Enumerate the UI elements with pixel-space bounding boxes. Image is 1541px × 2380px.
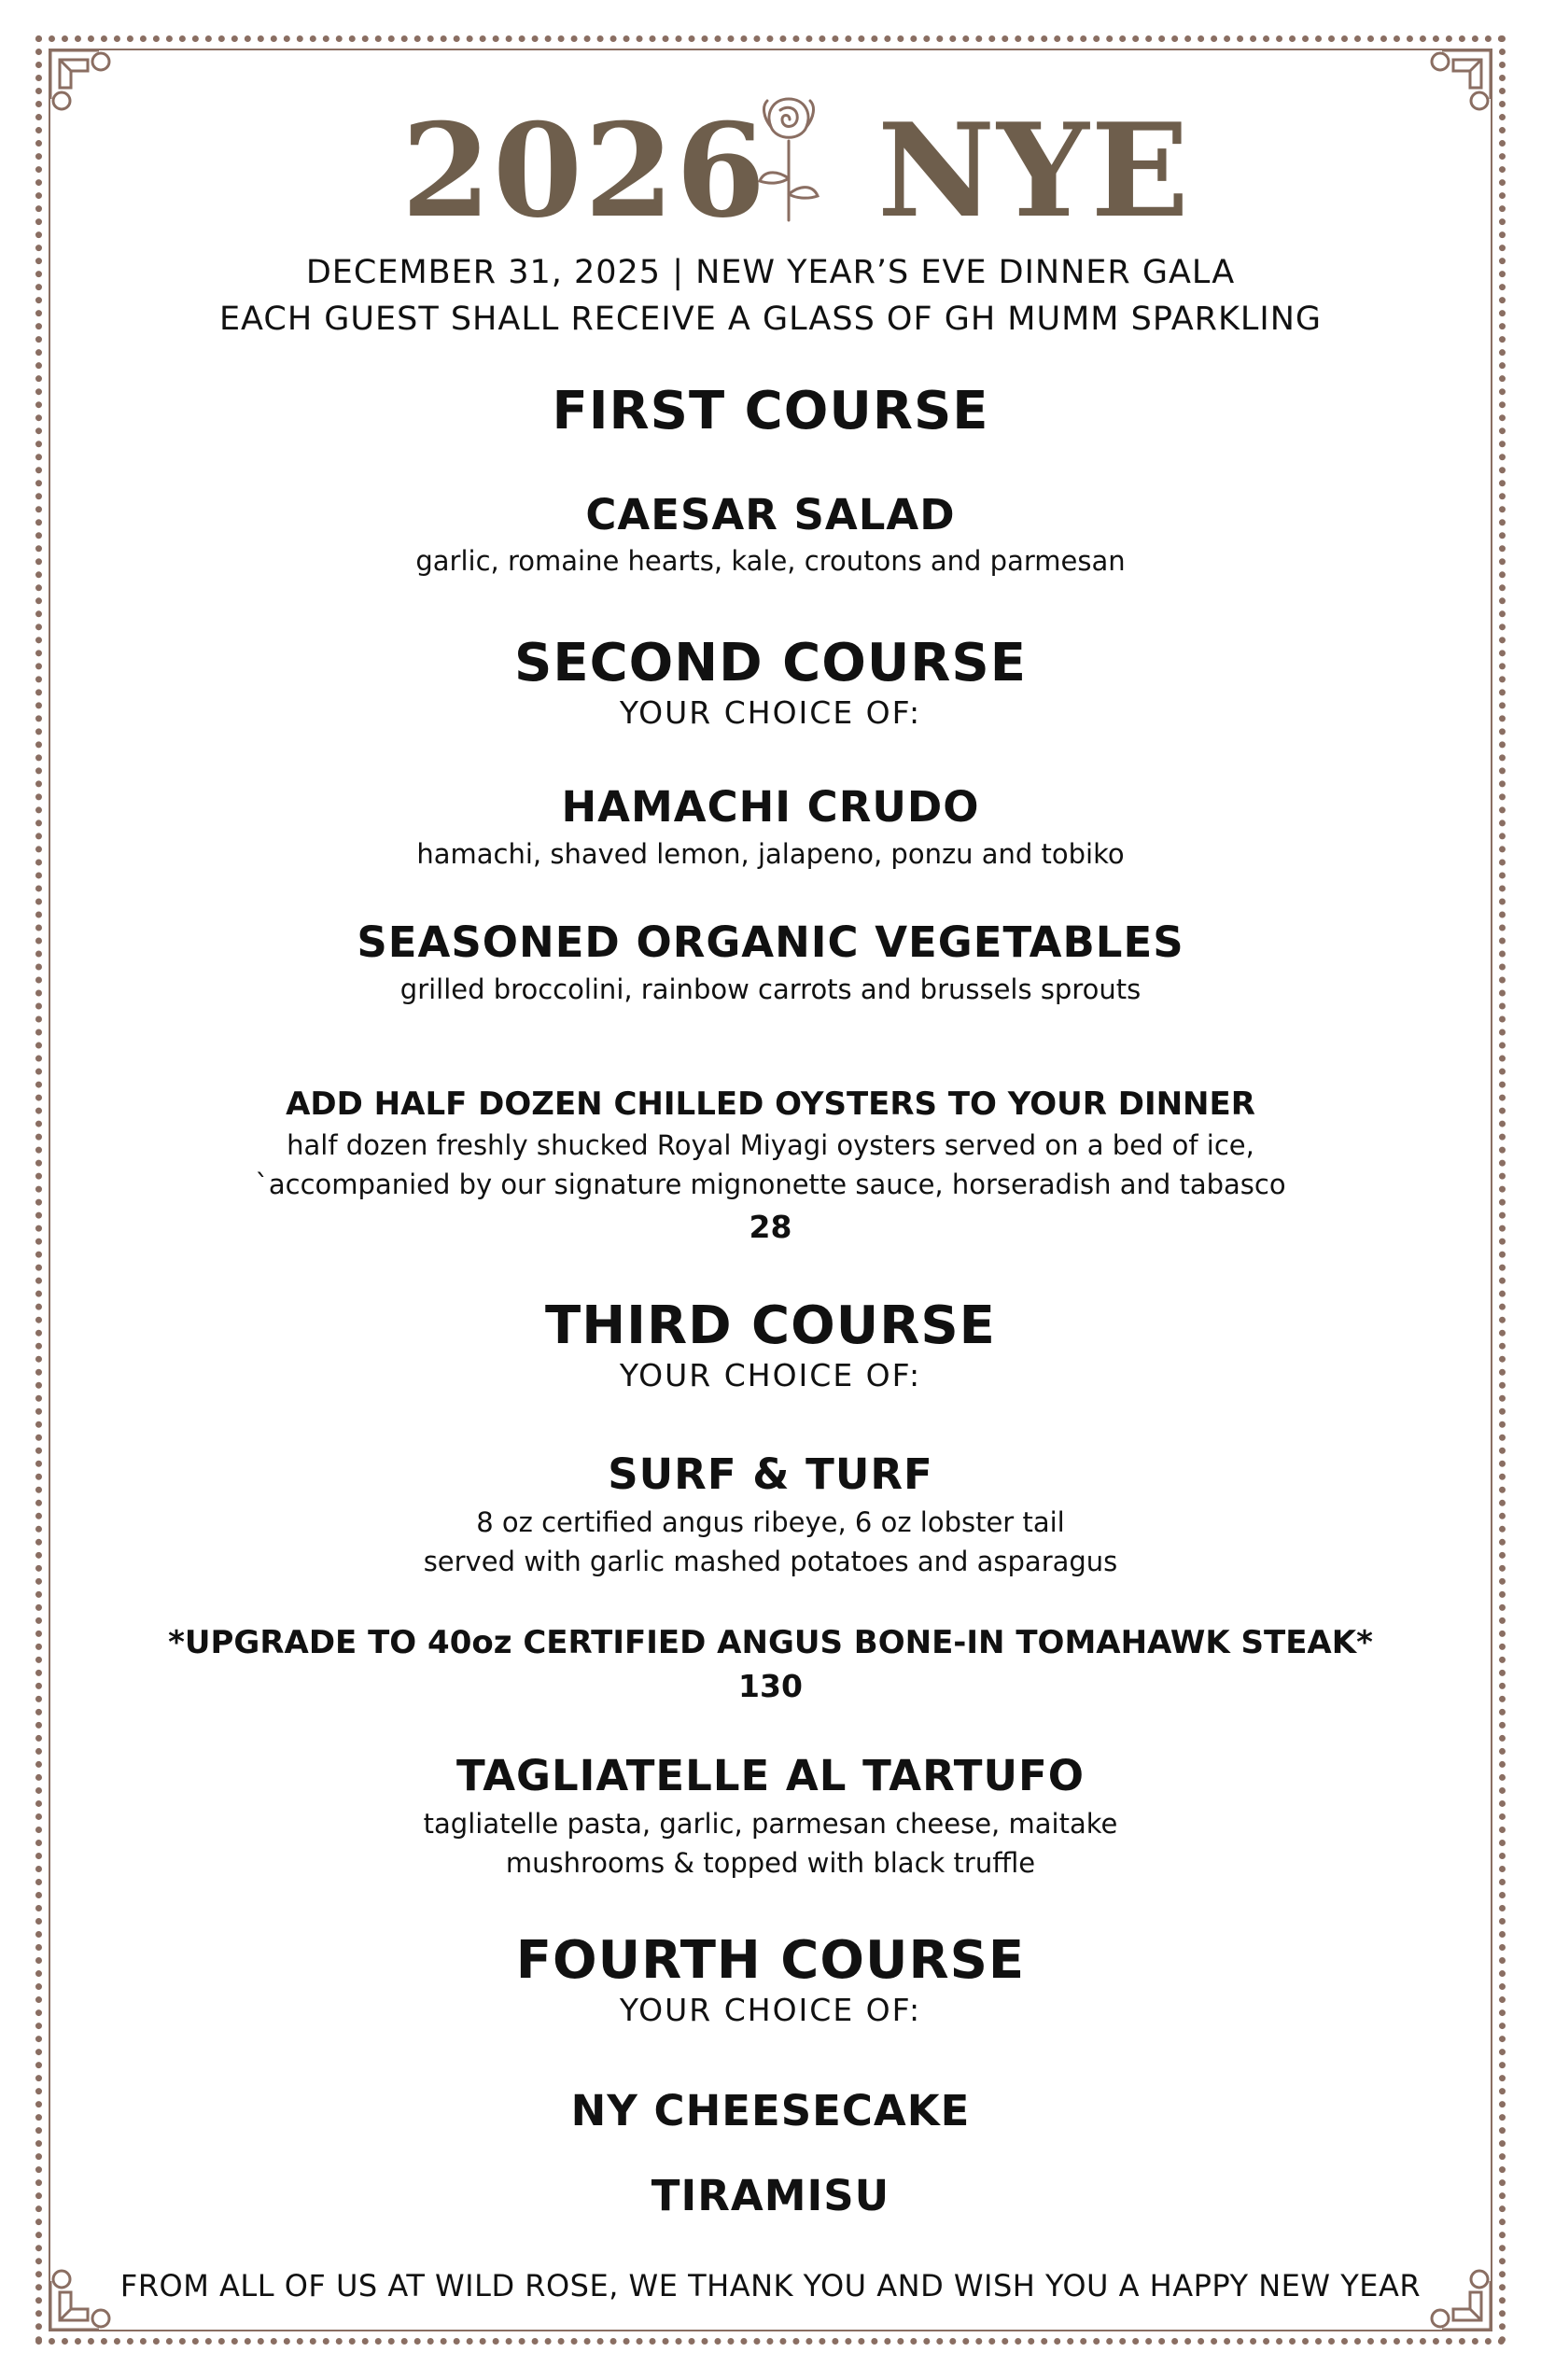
second-course-heading: SECOND COURSE bbox=[513, 633, 1028, 693]
tiramisu-name: TIRAMISU bbox=[651, 2171, 890, 2220]
oysters-addon-desc-1: half dozen freshly shucked Royal Miyagi oysters served on a bed of ice, bbox=[287, 1129, 1254, 1161]
surf-turf-desc-2: served with garlic mashed potatoes and asparagus bbox=[423, 1546, 1118, 1577]
rose-icon bbox=[747, 90, 831, 230]
oysters-addon-price: 28 bbox=[749, 1209, 792, 1245]
caesar-salad-desc: garlic, romaine hearts, kale, croutons and parmesan bbox=[415, 545, 1126, 577]
caesar-salad-name: CAESAR SALAD bbox=[585, 490, 956, 539]
sparkling-line: EACH GUEST SHALL RECEIVE A GLASS OF GH MUMM SPARKLING bbox=[218, 301, 1323, 338]
event-date-line: DECEMBER 31, 2025 | NEW YEAR’S EVE DINNER GALA bbox=[305, 254, 1236, 291]
tomahawk-upgrade-price: 130 bbox=[738, 1668, 803, 1704]
third-course-heading: THIRD COURSE bbox=[545, 1295, 996, 1356]
fourth-course-heading: FOURTH COURSE bbox=[515, 1930, 1026, 1991]
hamachi-crudo-name: HAMACHI CRUDO bbox=[561, 782, 980, 832]
oysters-addon-name: ADD HALF DOZEN CHILLED OYSTERS TO YOUR DINNER bbox=[286, 1085, 1255, 1123]
title-event: NYE bbox=[877, 94, 1191, 246]
title-year: 2026 bbox=[401, 94, 768, 246]
ny-cheesecake-name: NY CHEESECAKE bbox=[570, 2086, 971, 2135]
tagliatelle-name: TAGLIATELLE AL TARTUFO bbox=[456, 1751, 1085, 1800]
first-course-heading: FIRST COURSE bbox=[552, 381, 989, 441]
surf-turf-name: SURF & TURF bbox=[608, 1449, 933, 1499]
tagliatelle-desc-2: mushrooms & topped with black truffle bbox=[505, 1847, 1036, 1879]
vegetables-desc: grilled broccolini, rainbow carrots and brussels sprouts bbox=[399, 973, 1142, 1005]
vegetables-name: SEASONED ORGANIC VEGETABLES bbox=[357, 917, 1184, 967]
fourth-course-choice: YOUR CHOICE OF: bbox=[619, 1992, 922, 2028]
oysters-addon-desc-2: `accompanied by our signature mignonette sauce, horseradish and tabasco bbox=[255, 1169, 1286, 1200]
surf-turf-desc-1: 8 oz certified angus ribeye, 6 oz lobster tail bbox=[476, 1506, 1065, 1538]
hamachi-crudo-desc: hamachi, shaved lemon, jalapeno, ponzu and tobiko bbox=[416, 838, 1125, 870]
tomahawk-upgrade: *UPGRADE TO 40oz CERTIFIED ANGUS BONE-IN TOMAHAWK STEAK* bbox=[168, 1624, 1373, 1661]
second-course-choice: YOUR CHOICE OF: bbox=[619, 694, 922, 731]
tagliatelle-desc-1: tagliatelle pasta, garlic, parmesan cheese, maitake bbox=[423, 1808, 1118, 1840]
third-course-choice: YOUR CHOICE OF: bbox=[619, 1357, 922, 1393]
footer-thank-you: FROM ALL OF US AT WILD ROSE, WE THANK YOU AND WISH YOU A HAPPY NEW YEAR bbox=[119, 2268, 1422, 2303]
